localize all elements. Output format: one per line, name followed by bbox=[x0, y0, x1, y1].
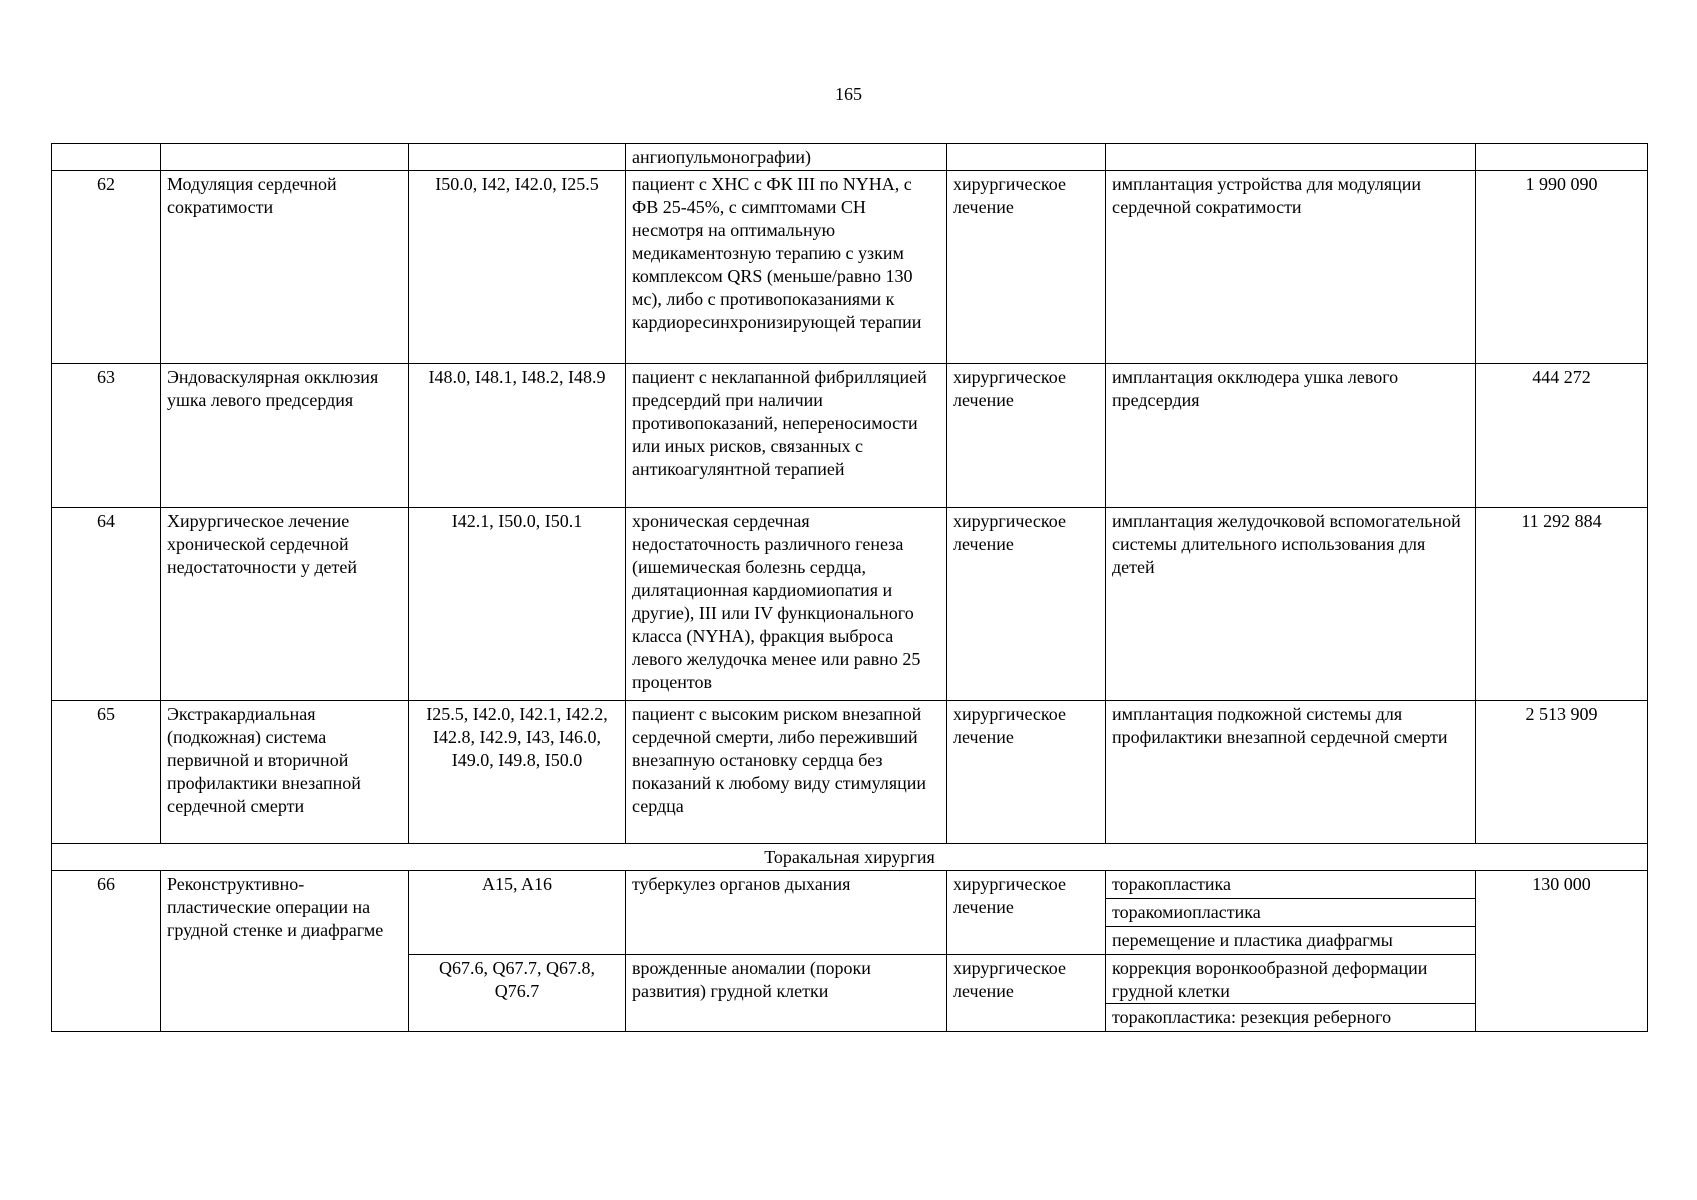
cell-patient-model: хроническая сердечная недостаточность различного генеза (ишемическая болезнь сердца, дилятационная кардиомиопатия и другие), III или IV функционального класса (NYHA), фракция выброса левого желудочка менее или равно 25 процентов bbox=[626, 508, 947, 701]
cell-method: торакопластика: резекция реберного bbox=[1106, 1004, 1476, 1032]
cell-name: Модуляция сердечной сократимости bbox=[161, 171, 409, 364]
cell-cost: 444 272 bbox=[1476, 364, 1648, 508]
cell-treatment-type: хирургическое лечение bbox=[947, 955, 1106, 1032]
cell-patient-model: пациент с неклапанной фибрилляцией предсердий при наличии противопоказаний, непереносимости или иных рисков, связанных с антикоагулянтной терапией bbox=[626, 364, 947, 508]
cell-patient-model: врожденные аномалии (пороки развития) грудной клетки bbox=[626, 955, 947, 1032]
cell-patient-model: пациент с высоким риском внезапной сердечной смерти, либо переживший внезапную остановку сердца без показаний к любому виду стимуляции сердца bbox=[626, 701, 947, 844]
cell-codes: I48.0, I48.1, I48.2, I48.9 bbox=[409, 364, 626, 508]
cell-treatment-type: хирургическое лечение bbox=[947, 508, 1106, 701]
cell-name: Экстракардиальная (подкожная) система первичной и вторичной профилактики внезапной сердечной смерти bbox=[161, 701, 409, 844]
cell-treatment-type: хирургическое лечение bbox=[947, 701, 1106, 844]
section-title: Торакальная хирургия bbox=[52, 844, 1648, 871]
cell-cost bbox=[1476, 144, 1648, 171]
cell-method: имплантация окклюдера ушка левого предсердия bbox=[1106, 364, 1476, 508]
cell-name: Хирургическое лечение хронической сердечной недостаточности у детей bbox=[161, 508, 409, 701]
cell-codes: I42.1, I50.0, I50.1 bbox=[409, 508, 626, 701]
cell-patient-model: пациент с ХНС с ФК III по NYHA, с ФВ 25-45%, с симптомами СН несмотря на оптимальную медикаментозную терапию с узким комплексом QRS (меньше/равно 130 мс), либо с противопоказаниями к кардиоресинхронизирующей терапии bbox=[626, 171, 947, 364]
cell-method bbox=[1106, 144, 1476, 171]
cell-cost: 130 000 bbox=[1476, 871, 1648, 1032]
table-row-65 bbox=[52, 701, 1648, 844]
cell-method: имплантация устройства для модуляции сердечной сократимости bbox=[1106, 171, 1476, 364]
table-row-64 bbox=[52, 508, 1648, 701]
cell-codes: A15, A16 bbox=[409, 871, 626, 955]
table-row-62 bbox=[52, 171, 1648, 364]
cell-cost: 1 990 090 bbox=[1476, 171, 1648, 364]
cell-codes bbox=[409, 144, 626, 171]
cell-method: торакомиопластика bbox=[1106, 899, 1476, 927]
section-header-row bbox=[52, 844, 1648, 871]
cell-treatment-type: хирургическое лечение bbox=[947, 871, 1106, 955]
cell-cost: 11 292 884 bbox=[1476, 508, 1648, 701]
cell-method: перемещение и пластика диафрагмы bbox=[1106, 927, 1476, 955]
cell-codes: I50.0, I42, I42.0, I25.5 bbox=[409, 171, 626, 364]
cell-num: 66 bbox=[52, 871, 161, 1032]
cell-treatment-type: хирургическое лечение bbox=[947, 171, 1106, 364]
cell-method: имплантация подкожной системы для профилактики внезапной сердечной смерти bbox=[1106, 701, 1476, 844]
cell-patient-model: ангиопульмонографии) bbox=[626, 144, 947, 171]
table-row-66 bbox=[52, 871, 1648, 899]
cell-num: 62 bbox=[52, 171, 161, 364]
cell-method: торакопластика bbox=[1106, 871, 1476, 899]
cell-num: 64 bbox=[52, 508, 161, 701]
page-number: 165 bbox=[835, 84, 862, 104]
table-row-63 bbox=[52, 364, 1648, 508]
cell-patient-model: туберкулез органов дыхания bbox=[626, 871, 947, 955]
cell-name bbox=[161, 144, 409, 171]
cell-treatment-type bbox=[947, 144, 1106, 171]
cell-method: имплантация желудочковой вспомогательной системы длительного использования для детей bbox=[1106, 508, 1476, 701]
cell-num bbox=[52, 144, 161, 171]
cell-name: Реконструктивно-пластические операции на грудной стенке и диафрагме bbox=[161, 871, 409, 1032]
cell-name: Эндоваскулярная окклюзия ушка левого предсердия bbox=[161, 364, 409, 508]
cell-cost: 2 513 909 bbox=[1476, 701, 1648, 844]
cell-treatment-type: хирургическое лечение bbox=[947, 364, 1106, 508]
table-row-continuation bbox=[52, 144, 1648, 171]
cell-method: коррекция воронкообразной деформации грудной клетки bbox=[1106, 955, 1476, 1004]
cell-codes: I25.5, I42.0, I42.1, I42.2, I42.8, I42.9, I43, I46.0, I49.0, I49.8, I50.0 bbox=[409, 701, 626, 844]
cell-codes: Q67.6, Q67.7, Q67.8, Q76.7 bbox=[409, 955, 626, 1032]
cell-num: 63 bbox=[52, 364, 161, 508]
cell-num: 65 bbox=[52, 701, 161, 844]
medical-care-table bbox=[51, 143, 1648, 1032]
